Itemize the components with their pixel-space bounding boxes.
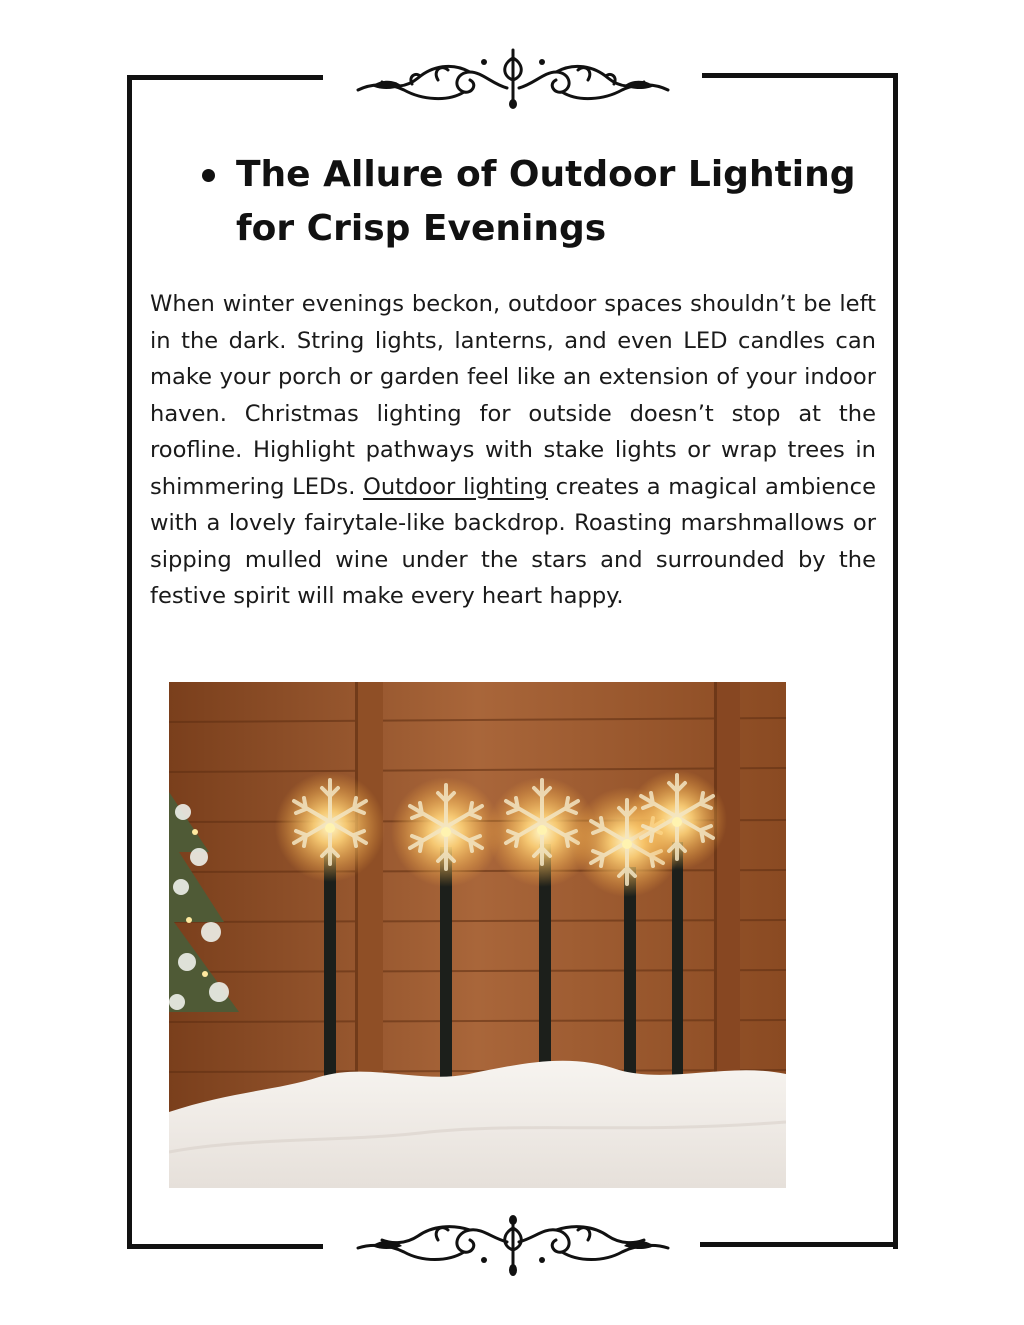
section-heading [196,148,856,256]
outdoor-lighting-link[interactable]: Outdoor lighting [363,473,548,500]
paragraph-part-2: creates a magical ambience with a lovely fairytale-like backdrop. Roasting marshmallows or sipping mulled wine under the stars and surrounded by the festive spirit will make every heart happy. [150,473,877,609]
frame-left-line [127,75,132,1249]
body-paragraph [150,286,876,615]
frame-right-line [893,73,898,1249]
frame-top-left-line [127,75,323,80]
heading-text: The Allure of Outdoor Lighting for Crisp Evenings [236,154,856,249]
snowflake-stake-lights-photo [169,682,786,1188]
bottom-ornament-icon [352,1214,674,1280]
paragraph-part-1: When winter evenings beckon, outdoor spaces shouldn’t be left in the dark. String lights, lanterns, and even LED candles can make your porch or garden feel like an extension of your indoor haven. Christmas lighting for outside doesn’t stop at the roofline. Highlight pathways with stake lights or wrap trees in shimmering LEDs. [150,291,876,500]
top-ornament-icon [352,44,674,110]
frame-bottom-left-line [127,1244,323,1249]
frame-bottom-right-line [700,1242,898,1247]
bullet-point-icon [196,148,236,256]
frame-top-right-line [702,73,898,78]
